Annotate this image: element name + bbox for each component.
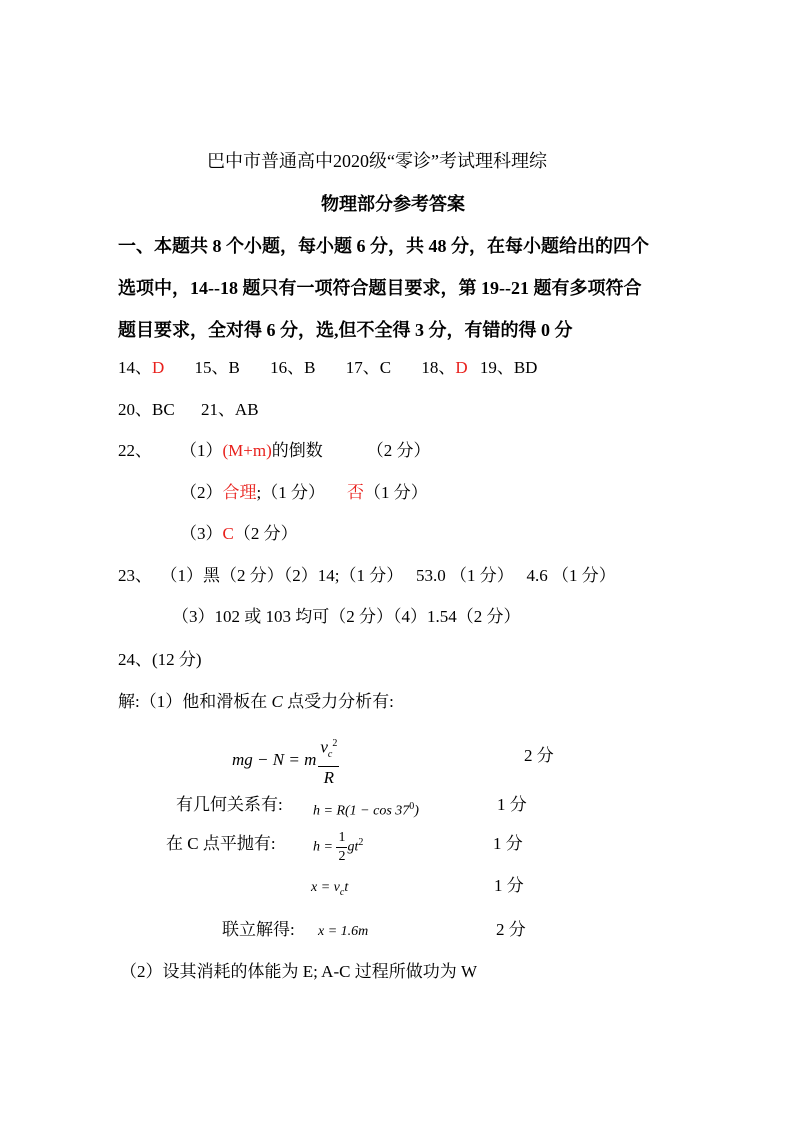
solve-score: 2 分 [496,920,526,939]
projectile-label: 在 C 点平抛有: [166,834,276,853]
geometry-label: 有几何关系有: [176,795,283,814]
q24-header: 24、(12 分) [118,650,202,669]
q22-p1-score: （2 分） [366,441,431,460]
projectile-equation: h = $\frac{1}{2}$ $gt^2$ [313,829,364,864]
section1-line2: 选项中，14--18 题只有一项符合题目要求，第 19--21 题有多项符合 [118,278,642,298]
q24-intro [118,692,394,712]
q23-line2: （3）102 或 103 均可（2 分）（4）1.54（2 分） [172,607,521,626]
q14-answer: D [152,358,165,377]
q22-p1-answer: (M+m) [222,441,272,460]
q22-part3 [180,524,298,544]
q22-p2-score: （1 分） [363,483,428,502]
q22-p3-prefix: （3） [180,524,223,543]
section1-line3: 题目要求，全对得 6 分，选,但不全得 3 分，有错的得 0 分 [118,320,573,340]
q21-answer: 21、AB [200,400,259,419]
q17-answer: 17、C [345,358,392,377]
q22-p2-answer1: 合理 [222,483,257,502]
q22-part1 [180,441,431,461]
q19-answer: 19、BD [479,358,538,377]
geometry-score: 1 分 [497,795,527,814]
q23-line1: 23、 （1）黑（2 分）（2）14;（1 分） 53.0 （1 分） 4.6 （1 分） [118,566,616,585]
geometry-equation-text: h = R(1 − cos 37 [313,803,410,819]
distance-equation: $x = v_ct$ [311,880,349,898]
q18-answer: D [455,358,468,377]
q24-part2: （2）设其消耗的体能为 E; A-C 过程所做功为 W [120,962,477,981]
geometry-equation: $h = R(1 - \cos 37^0)$ [313,801,419,819]
q22-part2 [180,483,428,503]
equation-force: mg − N = m $\frac{v_c^2}{R}$ [232,733,339,789]
q24-intro-post: 点受力分析有: [282,692,394,711]
q22-p2-answer2: 否 [346,483,364,502]
q22-p3-answer: C [222,524,234,543]
answers-row2 [118,400,259,420]
distance-score: 1 分 [494,876,524,895]
q22-p2-mid: ;（1 分） [256,483,325,502]
q20-answer: 20、BC [118,400,175,419]
q22-label: 22、 [118,441,152,460]
solve-equation: x = 1.6m [318,924,369,939]
projectile-score: 1 分 [493,834,523,853]
q24-intro-point: C [271,692,283,711]
q22-p1-text: 的倒数 [271,441,323,460]
q18-label: 18、 [421,358,456,377]
q22-p1-prefix: （1） [180,441,223,460]
section1-line1: 一、本题共 8 个小题，每小题 6 分，共 48 分，在每小题给出的四个 [118,236,649,256]
q15-answer: 15、B [194,358,240,377]
q22-p3-score: （2 分） [233,524,298,543]
solve-label: 联立解得: [222,920,295,939]
document-title: 巴中市普通高中2020级“零诊”考试理科理综 [207,151,547,171]
q24-intro-pre: 解:（1）他和滑板在 [118,692,272,711]
q16-answer: 16、B [270,358,316,377]
q14-label: 14、 [118,358,152,377]
document-subtitle: 物理部分参考答案 [321,194,465,214]
q22-p2-prefix: （2） [180,483,223,502]
answers-row1 [118,358,537,378]
equation-force-score: 2 分 [524,746,554,765]
